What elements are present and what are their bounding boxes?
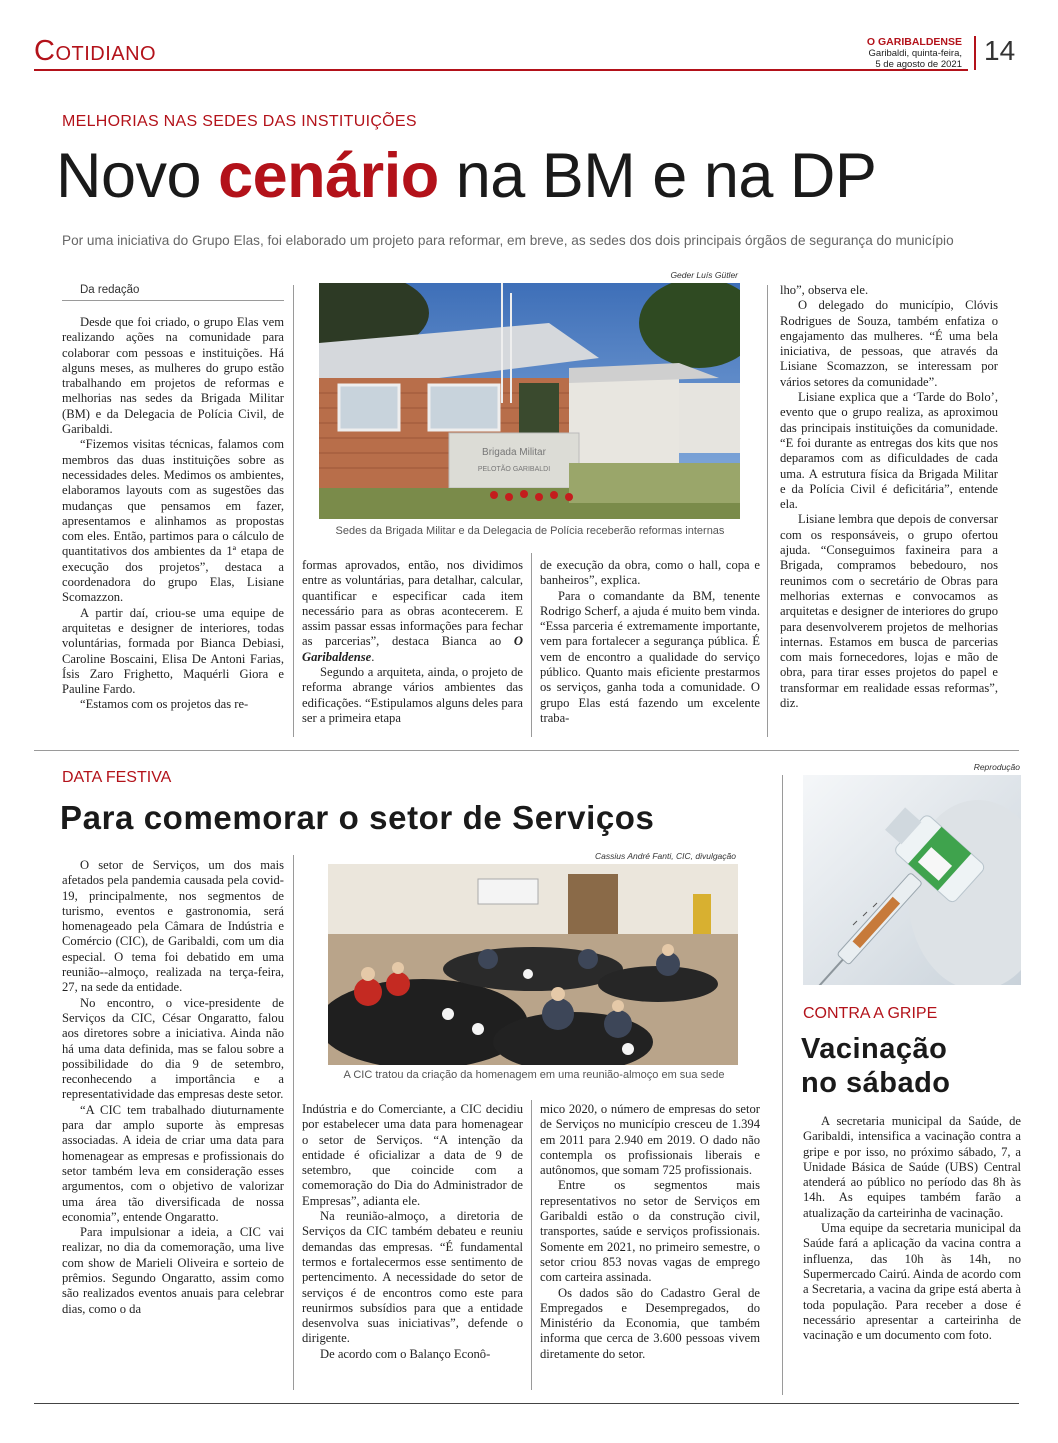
header-rule — [34, 69, 968, 71]
story-divider — [34, 750, 1019, 751]
byline: Da redação — [80, 284, 140, 296]
meeting-photo-illustration — [328, 864, 738, 1065]
dateline-line1: Garibaldi, quinta-feira, — [868, 48, 962, 59]
story2-column-3 — [540, 1102, 760, 1362]
story1-column-2 — [302, 558, 523, 726]
paragraph: O setor de Serviços, um dos mais afetados pela pandemia causada pela covid-19, principalmente, nos segmentos de turismo, eventos e gastronomia, será homenageado pela Câmara de Indústria e Comércio (CIC), de Garibaldi, com um dia especial. O tema foi debatido em uma reunião--almoço, realizada na terça-feira, 27, na sede da entidade. — [62, 858, 284, 995]
paragraph: de execução da obra, como o hall, copa e banheiros”, explica. — [540, 558, 760, 588]
headline-line-1: Vacinação — [801, 1033, 948, 1065]
story1-headline — [56, 136, 876, 216]
section-title: Cotidiano — [34, 35, 157, 67]
photo-caption: Sedes da Brigada Militar e da Delegacia de Polícia receberão reformas internas — [335, 525, 725, 537]
paragraph: Na reunião-almoço, a diretoria de Serviços da CIC também debateu e reuniu demandas das empresas. “É fundamental termos e fortalecermos esse sentimento de pertencimento. A necessidade do setor de serviços é de encontros como este para reunirmos subsídios para que a entidade desenvolva suas iniciativas”, defende o dirigente. — [302, 1209, 523, 1346]
column-rule — [531, 553, 532, 737]
story1-column-4 — [780, 283, 998, 711]
paragraph: mico 2020, o número de empresas do setor de Serviços no município cresceu de 1.394 em 2011 para 2.940 em 2019. O dado não contempla os profissionais liberais e autônomos, que somam 725 profissionais. — [540, 1102, 760, 1178]
story1-subtitle: Por uma iniciativa do Grupo Elas, foi elaborado um projeto para reformar, em breve, as sedes dos dois principais órgãos de segurança do município — [62, 233, 954, 248]
column-rule — [293, 855, 294, 1390]
story1-column-1 — [62, 315, 284, 713]
page-number-divider — [974, 36, 976, 70]
paragraph: A secretaria municipal da Saúde, de Garibaldi, intensifica a vacinação contra a gripe e por isso, no próximo sábado, 7, a Unidade Básica de Saúde (UBS) Central atenderá ao público no período das 8h às 14h. As equipes também farão a atualização da carteirinha de vacinação. — [803, 1114, 1021, 1220]
column-rule — [531, 1100, 532, 1390]
headline-line-2: no sábado — [801, 1067, 951, 1099]
paragraph: Lisiane explica que a ‘Tarde do Bolo’, evento que o grupo realiza, as aproximou das principais instituições da comunidade. “E foi durante as entregas dos kits que nos deparamos com as dificuldades de cada uma. A estrutura física da Brigada Militar e da Polícia Civil é deficitária”, entende ela. — [780, 390, 998, 512]
byline-rule — [62, 300, 284, 301]
story1-kicker: MELHORIAS NAS SEDES DAS INSTITUIÇÕES — [62, 113, 417, 130]
dateline-line2: 5 de agosto de 2021 — [875, 59, 962, 70]
story1-column-3 — [540, 558, 760, 726]
column-rule — [293, 285, 294, 737]
paragraph: No encontro, o vice-presidente de Serviços da CIC, César Ongaratto, falou aos diretores sobre a iniciativa. Ainda não há uma data definida, mas se falou sobre a possibilidade do dia 9 de setembro, reconhecendo a importância e a representatividade das empresas deste setor. — [62, 995, 284, 1102]
story2-kicker: DATA FESTIVA — [62, 769, 172, 786]
paragraph: lho”, observa ele. — [780, 283, 869, 297]
story3-kicker: CONTRA A GRIPE — [803, 1005, 938, 1022]
paragraph-text: formas aprovados, então, nos dividimos entre as voluntárias, para detalhar, calcular, quantificar e especificar cada item necessário para as obras acontecerem. E assim passar essas informações para fechar as parcerias”, destaca Bianca ao — [302, 558, 523, 649]
paragraph: Lisiane lembra que depois de conversar com os responsáveis, o grupo ofertou ajuda. “Conseguimos faxineira para a Brigada, compramos bebedouro, nos reunimos com o secretário de Obras para melhorias externas e convocamos as arquitetas e designer de interiores do grupo para desenvolverem projetos de melhorias internas. Estamos em busca de parcerias com mais fornecedores, lojas e mão de obra, para tirar esses projetos do papel e transformar em realidade essas reformas”, diz. — [780, 512, 998, 711]
vaccine-photo-illustration — [803, 775, 1021, 985]
paragraph: Os dados são do Cadastro Geral de Empregados e Desempregados, do Ministério da Economia, que também informa que cerca de 3.600 pessoas vivem diretamente do setor. — [540, 1285, 760, 1361]
paragraph: De acordo com o Balanço Econô- — [320, 1346, 491, 1361]
meeting-photo — [328, 864, 738, 1065]
photo-caption: A CIC tratou da criação da homenagem em uma reunião-almoço em sua sede — [343, 1069, 725, 1081]
story2-column-2 — [302, 1102, 523, 1362]
building-photo — [319, 283, 740, 519]
paper-name: O GARIBALDENSE — [866, 36, 962, 48]
building-photo-illustration — [319, 283, 740, 519]
story3-headline — [801, 1032, 951, 1100]
sign-text-2: PELOTÃO GARIBALDI — [477, 466, 551, 473]
paragraph: A partir daí, criou-se uma equipe de arquitetas e designer de interiores, todas voluntárias, formada por Bianca Debiasi, Caroline Boscaini, Elisa De Antoni Farias, Ísis Zaro Frighetto, Maquérli Giora e Pauline Fardo. — [62, 605, 284, 697]
headline-part-2: na BM e na DP — [438, 141, 877, 211]
headline-highlight: cenário — [218, 141, 439, 211]
paragraph: Entre os segmentos mais representativos no setor de Serviços em Garibaldi estão o da construção civil, transportes, saúde e serviços profissionais. Somente em 2021, no primeiro semestre, o setor criou 853 novas vagas de emprego com carteira assinada. — [540, 1178, 760, 1285]
paragraph: formas aprovados, então, nos dividimos entre as voluntárias, para detalhar, calcular, quantificar e especificar cada item necessário para as obras acontecerem. E assim passar essas informações para fechar as parcerias”, destaca Bianca ao O Garibaldense. — [302, 558, 523, 664]
sign-text-1: Brigada Militar — [482, 447, 546, 458]
vaccine-photo — [803, 775, 1021, 985]
story3-body — [803, 1114, 1021, 1343]
paragraph: “Estamos com os projetos das re- — [80, 697, 249, 712]
footer-rule — [34, 1403, 1019, 1404]
column-rule — [782, 775, 783, 1395]
paragraph: Indústria e do Comerciante, a CIC decidiu por estabelecer uma data para homenagear o setor de Serviços. “A intenção da entidade é oficializar a data de 9 de setembro, que coincide com a comemoração do Dia do Administrador de Empresas”, adianta ele. — [302, 1102, 523, 1208]
story2-headline: Para comemorar o setor de Serviços — [60, 799, 655, 836]
photo-credit: Cassius André Fanti, CIC, divulgação — [595, 851, 736, 861]
photo-credit: Reprodução — [973, 762, 1020, 772]
story2-column-1 — [62, 858, 284, 1317]
column-rule — [767, 285, 768, 737]
paragraph: “Fizemos visitas técnicas, falamos com membros das duas instituições sobre as necessidades deles. Medimos os ambientes, elaboramos layouts com as sugestões das mudanças que pensamos em fazer, apresentamos e alinhamos as propostas com eles. Então, partimos para o cálculo de quantitativos dos ambientes da 1ª etapa de execução dos projetos”, destaca a coordenadora do grupo Elas, Lisiane Scomazzon. — [62, 437, 284, 605]
page-number: 14 — [984, 35, 1016, 66]
paragraph: Uma equipe da secretaria municipal da Saúde fará a aplicação da vacina contra a influenza, das 10h às 14h, no Supermercado Cairú. Ainda de acordo com a Secretaria, a vacina da gripe está aberta à toda população. Para receber a dose é necessário apresentar a carteirinha de vacinação e um documento com foto. — [803, 1221, 1021, 1343]
masthead-block — [842, 37, 962, 70]
photo-credit: Geder Luís Gütler — [670, 270, 738, 280]
headline-part-1: Novo — [56, 141, 219, 211]
paragraph: Desde que foi criado, o grupo Elas vem realizando ações na comunidade para colaborar com pessoas e instituições. Há alguns meses, as mulheres do grupo estão trabalhando em projetos de reformas e melhorias nas sedes da Brigada Militar (BM) e da Delegacia de Polícia Civil, de Garibaldi. — [62, 315, 284, 437]
paragraph: Segundo a arquiteta, ainda, o projeto de reforma abrange vários ambientes das edificações. “Estipulamos alguns deles para ser a primeira etapa — [302, 665, 523, 725]
newspaper-name: O Garibaldense — [302, 634, 523, 664]
paragraph: Para o comandante da BM, tenente Rodrigo Scherf, a ajuda é muito bem vinda. “Essa parceria é extremamente importante, vem para fortalecer a segurança pública. É vem de encontro a qualidade do serviço público. Quanto mais eficiente prestarmos os serviços, ganha toda a comunidade. O grupo Elas está fazendo um excelente traba- — [540, 588, 760, 725]
paragraph: Para impulsionar a ideia, a CIC vai realizar, no dia da comemoração, uma live com show de Marieli Oliveira e sorteio de prêmios. Segundo Ongaratto, assim como são realizados eventos anuais para celebrar dias, como o da — [62, 1225, 284, 1316]
paragraph: O delegado do município, Clóvis Rodrigues de Souza, também enfatiza o engajamento das mulheres. “É uma bela iniciativa, de pessoas, que através da Lisiane Scomazzon, se interessam por vários setores da comunidade”. — [780, 298, 998, 389]
paragraph: “A CIC tem trabalhado diuturnamente para dar amplo suporte às empresas associadas. A ideia de criar uma data para homenagear as empresas e profissionais do setor também leva em consideração esses argumentos, com o objetivo de valorizar uma área tão diversificada de nossa economia”, entende Ongaratto. — [62, 1102, 284, 1224]
